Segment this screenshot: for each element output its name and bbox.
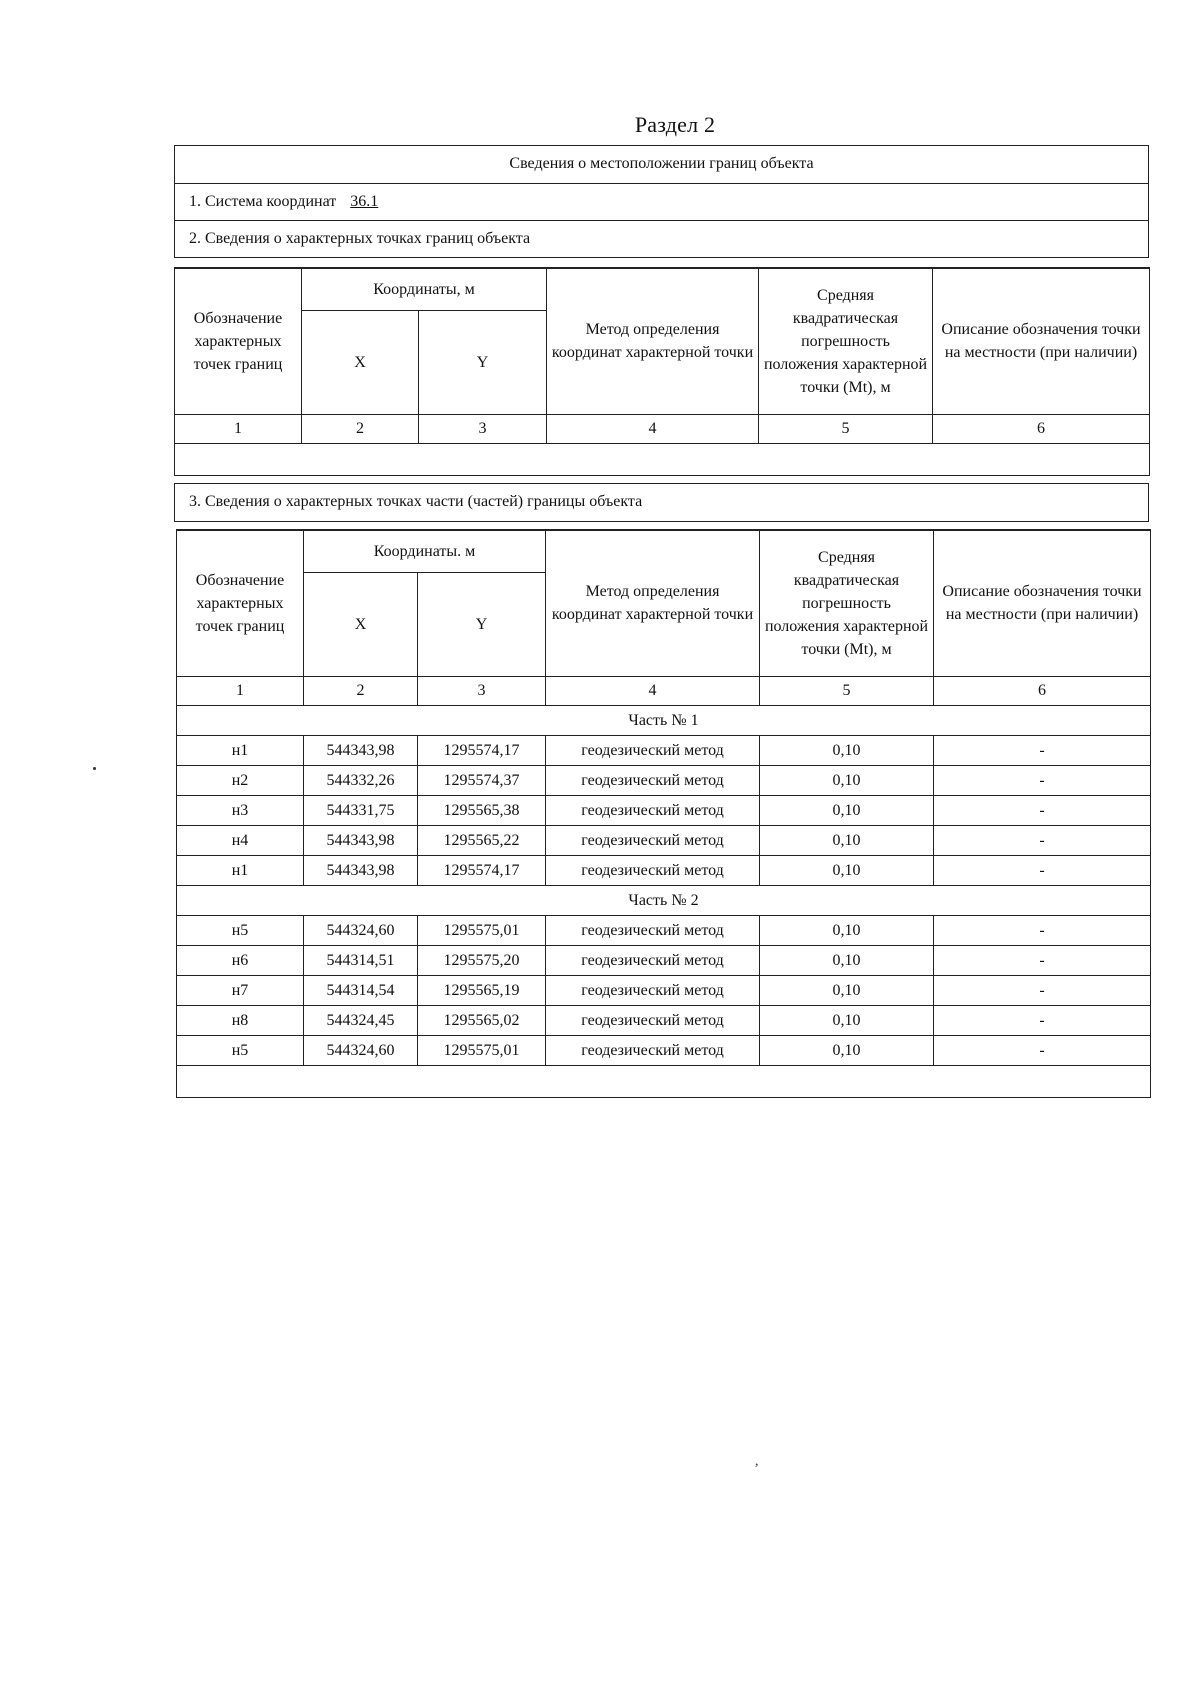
point-id: н1 <box>177 855 304 885</box>
coord-x: 544314,51 <box>304 945 418 975</box>
mt-error: 0,10 <box>760 855 934 885</box>
coord-x: 544324,60 <box>304 915 418 945</box>
description: - <box>934 1005 1151 1035</box>
coord-y: 1295565,02 <box>418 1005 546 1035</box>
empty-cell <box>175 443 1150 475</box>
method: геодезический метод <box>546 1035 760 1065</box>
section-title: Раздел 2 <box>634 112 716 137</box>
point-id: н4 <box>177 825 304 855</box>
coord-x: 544314,54 <box>304 975 418 1005</box>
table-row <box>177 855 1151 885</box>
coord-x: 544343,98 <box>304 825 418 855</box>
description: - <box>934 795 1151 825</box>
header-y: Y <box>418 572 546 676</box>
table-row <box>177 795 1151 825</box>
header-coordinates: Координаты. м <box>304 530 546 572</box>
table-row <box>177 1005 1151 1035</box>
col-number: 2 <box>302 414 419 443</box>
parts-heading-box <box>174 483 1149 522</box>
col-number: 5 <box>759 414 933 443</box>
method: геодезический метод <box>546 765 760 795</box>
description: - <box>934 1035 1151 1065</box>
parts-heading: 3. Сведения о характерных точках части (частей) границы объекта <box>189 493 643 510</box>
coord-y: 1295574,17 <box>418 735 546 765</box>
point-id: н7 <box>177 975 304 1005</box>
table-row <box>177 825 1151 855</box>
location-info-box <box>174 145 1149 258</box>
point-id: н3 <box>177 795 304 825</box>
table-row <box>177 765 1151 795</box>
header-x: X <box>302 310 419 414</box>
header-method: Метод определения координат характерной точки <box>546 530 760 676</box>
scan-speck <box>93 767 96 770</box>
description: - <box>934 825 1151 855</box>
empty-row <box>177 1065 1151 1097</box>
column-numbers-row <box>175 414 1150 443</box>
col-number: 3 <box>419 414 547 443</box>
column-numbers-row <box>177 676 1151 705</box>
table-row <box>177 915 1151 945</box>
coord-y: 1295565,19 <box>418 975 546 1005</box>
coord-y: 1295565,38 <box>418 795 546 825</box>
header-designation: Обозначение характерных точек границ <box>177 530 304 676</box>
col-number: 4 <box>546 676 760 705</box>
method: геодезический метод <box>546 825 760 855</box>
part-title-row <box>177 705 1151 735</box>
point-id: н1 <box>177 735 304 765</box>
description: - <box>934 915 1151 945</box>
header-description: Описание обозначения точки на местности (при наличии) <box>933 268 1150 414</box>
point-id: н8 <box>177 1005 304 1035</box>
coord-x: 544332,26 <box>304 765 418 795</box>
col-number: 4 <box>547 414 759 443</box>
header-method: Метод определения координат характерной точки <box>547 268 759 414</box>
table-row <box>177 1035 1151 1065</box>
col-number: 1 <box>175 414 302 443</box>
method: геодезический метод <box>546 795 760 825</box>
mt-error: 0,10 <box>760 765 934 795</box>
coord-x: 544324,60 <box>304 1035 418 1065</box>
coord-x: 544324,45 <box>304 1005 418 1035</box>
description: - <box>934 765 1151 795</box>
coord-y: 1295574,37 <box>418 765 546 795</box>
description: - <box>934 855 1151 885</box>
empty-cell <box>177 1065 1151 1097</box>
mt-error: 0,10 <box>760 825 934 855</box>
coord-y: 1295565,22 <box>418 825 546 855</box>
col-number: 6 <box>934 676 1151 705</box>
part-title-row <box>177 885 1151 915</box>
method: геодезический метод <box>546 945 760 975</box>
method: геодезический метод <box>546 1005 760 1035</box>
coord-system-row <box>175 183 1148 220</box>
coord-system-value: 36.1 <box>350 193 379 210</box>
empty-row <box>175 443 1150 475</box>
table-row <box>177 975 1151 1005</box>
description: - <box>934 945 1151 975</box>
point-id: н5 <box>177 1035 304 1065</box>
coord-y: 1295575,01 <box>418 1035 546 1065</box>
coord-y: 1295575,20 <box>418 945 546 975</box>
method: геодезический метод <box>546 915 760 945</box>
coord-y: 1295575,01 <box>418 915 546 945</box>
mt-error: 0,10 <box>760 1035 934 1065</box>
point-id: н5 <box>177 915 304 945</box>
coord-x: 544331,75 <box>304 795 418 825</box>
boundary-points-table <box>174 267 1150 476</box>
header-coordinates: Координаты, м <box>302 268 547 310</box>
method: геодезический метод <box>546 855 760 885</box>
col-number: 2 <box>304 676 418 705</box>
mt-error: 0,10 <box>760 915 934 945</box>
coord-x: 544343,98 <box>304 855 418 885</box>
method: геодезический метод <box>546 975 760 1005</box>
coord-system-label: 1. Система координат <box>189 193 337 210</box>
col-number: 3 <box>418 676 546 705</box>
header-x: X <box>304 572 418 676</box>
parts-points-table <box>176 529 1151 1098</box>
header-error: Средняя квадратическая погрешность положения характерной точки (Mt), м <box>760 530 934 676</box>
header-y: Y <box>419 310 547 414</box>
mt-error: 0,10 <box>760 975 934 1005</box>
table-row <box>177 735 1151 765</box>
scan-mark: , <box>755 1454 759 1469</box>
points-heading: 2. Сведения о характерных точках границ объекта <box>175 220 1148 257</box>
location-heading: Сведения о местоположении границ объекта <box>509 155 814 172</box>
mt-error: 0,10 <box>760 945 934 975</box>
part-title: Часть № 2 <box>177 885 1151 915</box>
part-title: Часть № 1 <box>177 705 1151 735</box>
header-description: Описание обозначения точки на местности (при наличии) <box>934 530 1151 676</box>
col-number: 5 <box>760 676 934 705</box>
mt-error: 0,10 <box>760 1005 934 1035</box>
table-row <box>177 945 1151 975</box>
col-number: 1 <box>177 676 304 705</box>
description: - <box>934 975 1151 1005</box>
coord-y: 1295574,17 <box>418 855 546 885</box>
header-designation: Обозначение характерных точек границ <box>175 268 302 414</box>
col-number: 6 <box>933 414 1150 443</box>
description: - <box>934 735 1151 765</box>
mt-error: 0,10 <box>760 735 934 765</box>
point-id: н6 <box>177 945 304 975</box>
header-error: Средняя квадратическая погрешность положения характерной точки (Mt), м <box>759 268 933 414</box>
method: геодезический метод <box>546 735 760 765</box>
coord-x: 544343,98 <box>304 735 418 765</box>
point-id: н2 <box>177 765 304 795</box>
mt-error: 0,10 <box>760 795 934 825</box>
